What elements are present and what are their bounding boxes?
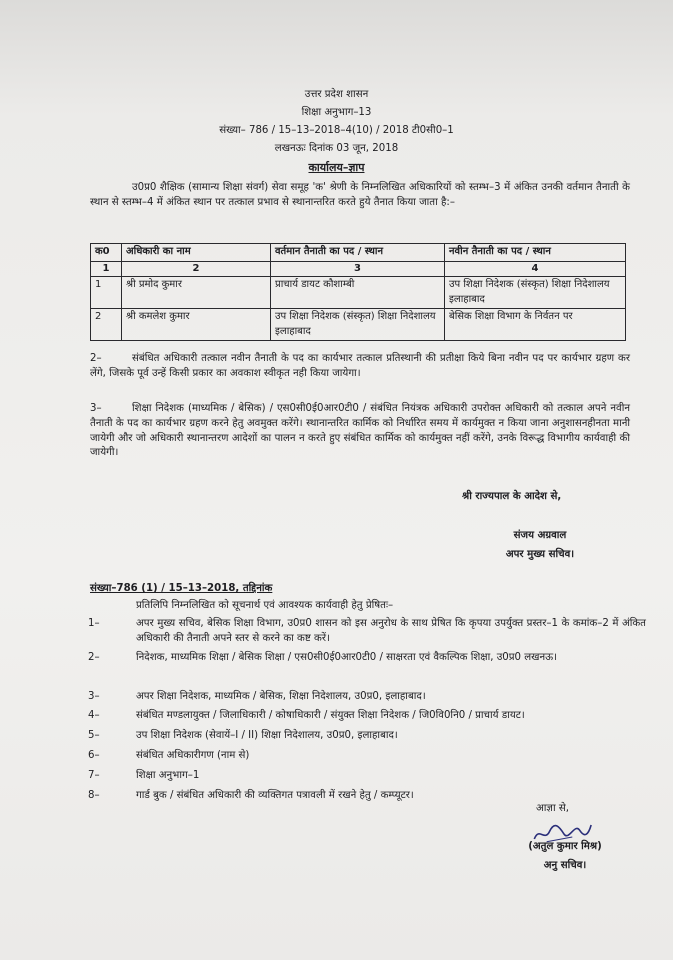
list-item-text: अपर मुख्य सचिव, बेसिक शिक्षा विभाग, उ0प्र0 शासन को इस अनुरोध के साथ प्रेषित कि कृपया उपर्युक्त प्रस्तर–1 के कमांक–2 में अंकित अधिकारी की तैनाती अपने स्तर से करने का कष्ट करें। <box>136 618 646 644</box>
col-header-current-post: वर्तमान तैनाती का पद / स्थान <box>271 244 445 262</box>
order-date: लखनऊः दिनांक 03 जून, 2018 <box>274 143 399 154</box>
col-header-new-post: नवीन तैनाती का पद / स्थान <box>445 244 626 262</box>
cell-new-post: उप शिक्षा निदेशक (संस्कृत) शिक्षा निदेशालय इलाहाबाद <box>445 277 626 309</box>
list-item-number: 8– <box>88 790 100 801</box>
list-item-number: 3– <box>88 691 100 702</box>
col-header-name: अधिकारी का नाम <box>122 244 271 262</box>
cell-officer-name: श्री कमलेश कुमार <box>122 309 271 341</box>
list-item-text: संबंधित अधिकारीगण (नाम से) <box>136 750 250 761</box>
col-number: 4 <box>445 261 626 277</box>
table-row <box>91 277 626 309</box>
table-row <box>91 309 626 341</box>
list-item-text: उप शिक्षा निदेशक (सेवायें–I / II) शिक्षा निदेशालय, उ0प्र0, इलाहाबाद। <box>136 730 398 741</box>
cell-current-post: उप शिक्षा निदेशक (संस्कृत) शिक्षा निदेशालय इलाहाबाद <box>271 309 445 341</box>
signatory2-designation: अनु सचिव। <box>543 860 587 871</box>
list-item-text: अपर शिक्षा निदेशक, माध्यमिक / बेसिक, शिक्षा निदेशालय, उ0प्र0, इलाहाबाद। <box>136 691 426 702</box>
document-title: कार्यालय–ज्ञाप <box>308 161 365 174</box>
cell-serial: 1 <box>91 277 122 309</box>
list-item-number: 5– <box>88 730 100 741</box>
list-item-text: गार्ड बुक / संबंधित अधिकारी की व्यक्तिगत पत्रावली में रखने हेतु / कम्प्यूटर। <box>136 790 414 801</box>
cell-current-post: प्राचार्य डायट कौशाम्बी <box>271 277 445 309</box>
list-item-text: निदेशक, माध्यमिक शिक्षा / बेसिक शिक्षा / एस0सी0ई0आर0टी0 / साक्षरता एवं वैकल्पिक शिक्षा, उ0प्र0 लखनऊ। <box>136 652 558 663</box>
list-item-number: 7– <box>88 770 100 781</box>
table-header-row <box>91 244 626 262</box>
list-item-number: 6– <box>88 750 100 761</box>
para2-number: 2– <box>90 353 102 364</box>
list-item-text: संबंधित मण्डलायुक्त / जिलाधिकारी / कोषाधिकारी / संयुक्त शिक्षा निदेशक / जि0वि0नि0 / प्राचार्य डायट। <box>136 710 525 721</box>
para3-number: 3– <box>90 403 102 414</box>
para2-text: संबंधित अधिकारी तत्काल नवीन तैनाती के पद का कार्यभार तत्काल प्रतिस्थानी की प्रतीक्षा किये बिना नवीन पद पर कार्यभार ग्रहण कर लेंगे, जिसके पूर्व उन्हें किसी प्रकार का अवकाश स्वीकृत नही किया जायेगा। <box>90 353 630 379</box>
col-header-serial: क0 <box>91 244 122 262</box>
signatory1-designation: अपर मुख्य सचिव। <box>505 549 575 560</box>
signatory1-name: संजय अग्रवाल <box>513 530 567 541</box>
list-item-number: 2– <box>88 652 100 663</box>
cell-new-post: बेसिक शिक्षा विभाग के निर्वतन पर <box>445 309 626 341</box>
table-number-row <box>91 261 626 277</box>
list-item-text: शिक्षा अनुभाग–1 <box>136 770 200 781</box>
signatory2-name: (अतुल कुमार मिश्र) <box>528 841 602 852</box>
para3-text: शिक्षा निदेशक (माध्यमिक / बेसिक) / एस0सी0ई0आर0टी0 / संबंधित नियंत्रक अधिकारी उपरोक्त अधिकारी को तत्काल अपने नवीन तैनाती के पद का कार्यभार ग्रहण करने हेतु अवमुक्त करेंगे। स्थानान्तरित कार्मिक को निर्धारित समय में कार्यमुक्त न किया जाना अनुशासनहीनता मानी जायेगी और जो अधिकारी स्थानान्तरण आदेशों का पालन न करते हुए संबंधित कार्मिक को कार्यमुक्त नहीं करेंगे, उनके विरूद्ध विभागीय कार्यवाही की जायेगी। <box>90 403 630 459</box>
signatory2-order: आज्ञा से, <box>536 803 569 814</box>
list-item-number: 4– <box>88 710 100 721</box>
cell-serial: 2 <box>91 309 122 341</box>
col-number: 2 <box>122 261 271 277</box>
col-number: 1 <box>91 261 122 277</box>
transfer-table <box>90 243 626 341</box>
order-number: संख्या– 786 / 15–13–2018–4(10) / 2018 टी0सी0–1 <box>219 125 454 136</box>
copy-intro: प्रतिलिपि निम्नलिखित को सूचनार्थ एवं आवश्यक कार्यवाही हेतु प्रेषितः– <box>136 600 394 611</box>
list-item-number: 1– <box>88 618 100 629</box>
section-name: शिक्षा अनुभाग–13 <box>301 107 372 118</box>
intro-paragraph: उ0प्र0 शैक्षिक (सामान्य शिक्षा संवर्ग) सेवा समूह 'क' श्रेणी के निम्नलिखित अधिकारियों को स्तम्भ–3 में अंकित उनकी वर्तमान तैनाती के स्थान से स्तम्भ–4 में अंकित स्थान पर तत्काल प्रभाव से स्थानान्तरित करते हुये तैनात किया जाता है:– <box>90 182 630 208</box>
col-number: 3 <box>271 261 445 277</box>
govt-name: उत्तर प्रदेश शासन <box>304 89 369 100</box>
cell-officer-name: श्री प्रमोद कुमार <box>122 277 271 309</box>
governor-order-line: श्री राज्यपाल के आदेश से, <box>462 491 562 502</box>
copy-number: संख्या–786 (1) / 15–13–2018, तद्दिनांक <box>90 583 273 594</box>
